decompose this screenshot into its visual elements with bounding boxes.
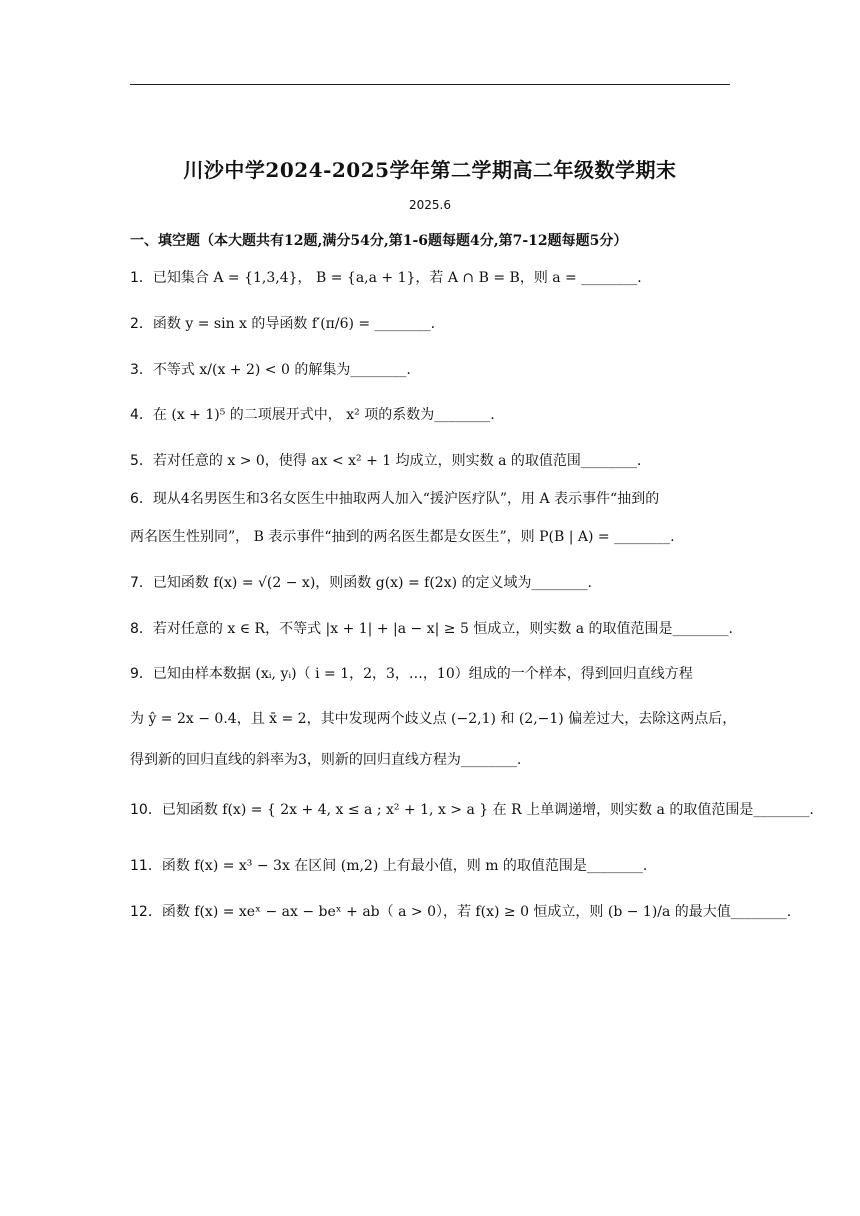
- question-1: [130, 268, 750, 288]
- question-10: [130, 800, 814, 820]
- question-6-continued: [130, 527, 750, 547]
- question-12: [130, 902, 792, 922]
- question-3: [130, 360, 750, 380]
- question-text: 已知集合 A = {1,3,4}， B = {a,a + 1}，若 A ∩ B = B，则 a = ________.: [152, 270, 642, 286]
- question-text: 函数 f(x) = xeˣ − ax − beˣ + ab（ a > 0），若 f(x) ≥ 0 恒成立，则 (b − 1)/a 的最大值________.: [161, 904, 792, 920]
- question-text: 现从4名男医生和3名女医生中抽取两人加入“援沪医疗队”，用 A 表示事件“抽到的: [152, 491, 660, 507]
- page-title: 川沙中学2024-2025学年第二学期高二年级数学期末: [183, 158, 677, 182]
- question-text: 若对任意的 x > 0，使得 ax < x² + 1 均成立，则实数 a 的取值范围________.: [152, 453, 642, 469]
- question-number: 2．: [130, 316, 153, 332]
- question-number: 10．: [130, 802, 162, 818]
- question-5: [130, 451, 750, 471]
- question-number: 1．: [130, 270, 153, 286]
- question-number: 5．: [130, 453, 153, 469]
- question-text: 得到新的回归直线的斜率为3，则新的回归直线方程为________.: [130, 752, 522, 768]
- question-number: 6．: [130, 491, 153, 507]
- question-11: [130, 856, 750, 876]
- question-9-continued: [130, 709, 750, 729]
- question-text: 已知函数 f(x) = { 2x + 4, x ≤ a ; x² + 1, x > a } 在 R 上单调递增，则实数 a 的取值范围是________.: [161, 802, 814, 818]
- question-text: 已知由样本数据 (xᵢ, yᵢ)（ i = 1，2，3，…，10）组成的一个样本，得到回归直线方程: [152, 666, 693, 682]
- question-9-continued-2: [130, 750, 750, 770]
- question-8: [130, 619, 750, 639]
- question-text: 函数 y = sin x 的导函数 f′(π/6) = ________.: [152, 316, 436, 332]
- question-text: 函数 f(x) = x³ − 3x 在区间 (m,2) 上有最小值，则 m 的取值范围是________.: [161, 858, 648, 874]
- question-7: [130, 573, 750, 593]
- question-9: [130, 664, 750, 684]
- question-number: 9．: [130, 666, 153, 682]
- question-number: 12．: [130, 904, 162, 920]
- question-number: 7．: [130, 575, 153, 591]
- question-text: 为 ŷ = 2x − 0.4，且 x̄ = 2，其中发现两个歧义点 (−2,1) 和 (2,−1) 偏差过大，去除这两点后，: [130, 711, 737, 727]
- question-6: [130, 489, 750, 509]
- question-text: 已知函数 f(x) = √(2 − x)，则函数 g(x) = f(2x) 的定义域为________.: [152, 575, 592, 591]
- question-text: 不等式 x/(x + 2) < 0 的解集为________.: [152, 362, 411, 378]
- question-number: 11．: [130, 858, 162, 874]
- section-heading: 一、填空题（本大题共有12题,满分54分,第1-6题每题4分,第7-12题每题5分）: [130, 233, 628, 249]
- exam-date: 2025.6: [409, 198, 451, 212]
- question-text: 两名医生性别同”， B 表示事件“抽到的两名医生都是女医生”，则 P(B | A) = ________.: [130, 529, 675, 545]
- question-number: 4．: [130, 407, 153, 423]
- question-text: 在 (x + 1)⁵ 的二项展开式中， x² 项的系数为________.: [152, 407, 495, 423]
- question-number: 3．: [130, 362, 153, 378]
- question-number: 8．: [130, 621, 153, 637]
- question-4: [130, 405, 750, 425]
- question-text: 若对任意的 x ∈ R，不等式 |x + 1| + |a − x| ≥ 5 恒成立，则实数 a 的取值范围是________.: [152, 621, 734, 637]
- question-2: [130, 314, 750, 334]
- top-divider: [130, 84, 730, 85]
